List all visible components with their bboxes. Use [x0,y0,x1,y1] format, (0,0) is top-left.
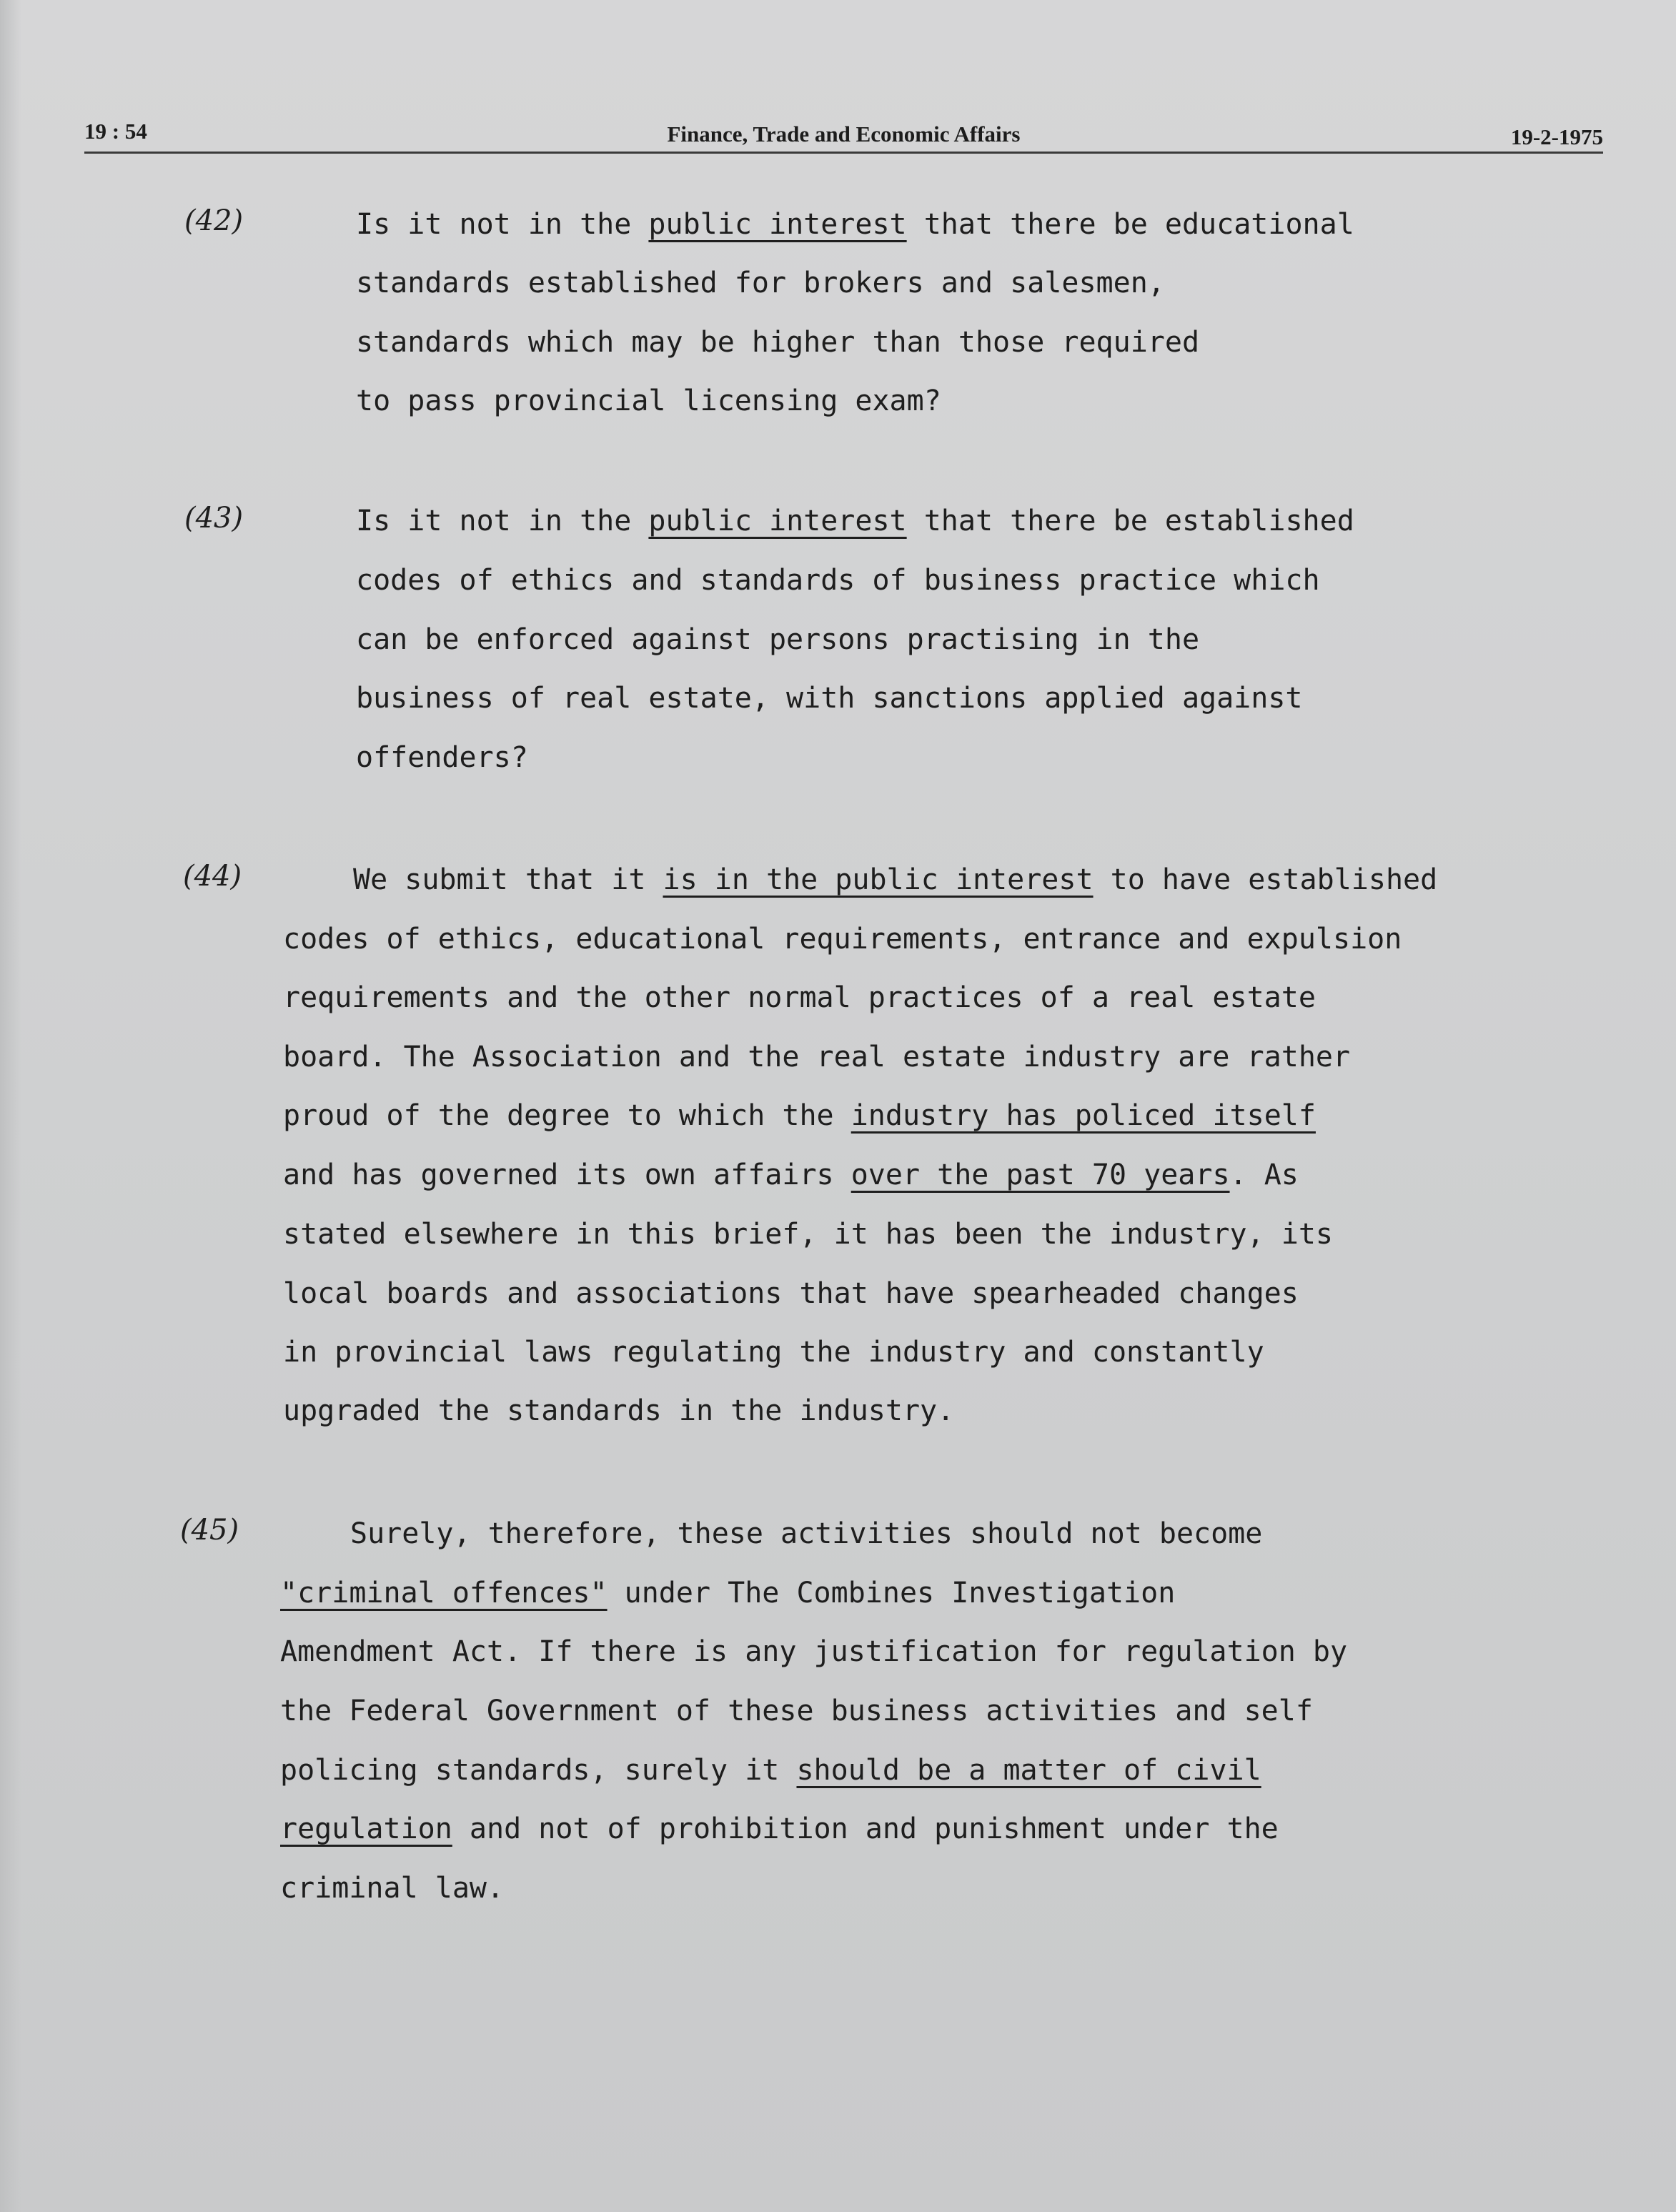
text-segment: local boards and associations that have spearheaded changes [283,1277,1299,1310]
text-segment: that there be educational [906,208,1354,241]
text-line [283,1158,1299,1192]
text-segment: codes of ethics, educational requirements, entrance and expulsion [283,923,1402,956]
text-segment: standards which may be higher than those required [356,326,1200,359]
underlined-phrase: public interest [648,505,907,537]
text-segment: that there be established [906,505,1354,537]
text-line [356,563,1320,597]
text-line [280,1635,1347,1669]
text-line [283,922,1402,956]
paragraph-number: (43) [184,502,244,535]
text-segment: requirements and the other normal practices of a real estate [283,981,1316,1014]
text-line [283,1040,1350,1074]
text-segment: standards established for brokers and salesmen, [356,267,1165,299]
text-line [283,1394,954,1428]
header-date: 19-2-1975 [1510,124,1603,149]
text-line [280,1576,1175,1610]
text-line [280,1812,1279,1846]
text-segment: proud of the degree to which the [283,1099,851,1132]
underlined-phrase: should be a matter of civil [796,1754,1261,1787]
text-line [356,504,1354,538]
header-rule [84,152,1603,154]
text-line [350,1517,1262,1551]
text-line [280,1753,1261,1787]
text-segment: codes of ethics and standards of business practice which [356,564,1320,597]
text-segment: policing standards, surely it [280,1754,797,1787]
page-number: 19 : 54 [84,119,147,144]
text-line [283,1335,1264,1369]
text-segment: Surely, therefore, these activities should not become [350,1517,1263,1550]
text-line [356,681,1303,715]
text-segment: to pass provincial licensing exam? [356,385,941,417]
text-segment: can be enforced against persons practising in the [356,623,1200,656]
text-line [356,384,941,418]
text-segment: upgraded the standards in the industry. [283,1394,955,1427]
text-segment: Amendment Act. If there is any justification for regulation by [280,1635,1348,1668]
text-segment: under The Combines Investigation [607,1577,1176,1610]
text-line [283,1098,1316,1133]
text-segment: Is it not in the [356,208,649,241]
text-line [356,325,1199,359]
text-line [280,1694,1313,1728]
header-title: Finance, Trade and Economic Affairs [667,121,1021,147]
text-segment: and not of prohibition and punishment under the [452,1812,1279,1845]
underlined-phrase: industry has policed itself [851,1099,1316,1132]
text-segment: business of real estate, with sanctions applied against [356,682,1303,715]
text-segment: stated elsewhere in this brief, it has been the industry, its [283,1218,1334,1251]
underlined-phrase: public interest [648,208,907,241]
text-segment: board. The Association and the real estate industry are rather [283,1041,1351,1073]
page-header [84,114,1603,157]
text-segment: Is it not in the [356,505,649,537]
paragraph-number: (45) [180,1514,239,1547]
text-segment: and has governed its own affairs [283,1159,851,1191]
text-line [283,1217,1333,1251]
underlined-phrase: over the past 70 years [851,1159,1230,1191]
text-line [356,623,1199,657]
text-segment: in provincial laws regulating the industry and constantly [283,1336,1264,1369]
text-line [356,740,528,775]
text-segment: the Federal Government of these business activities and self [280,1695,1313,1727]
text-line [280,1871,504,1905]
text-line [356,207,1354,242]
text-line [283,1276,1299,1311]
page-edge-shadow [0,0,21,2212]
underlined-phrase: is in the public interest [663,863,1094,896]
text-line [356,266,1165,300]
text-segment: We submit that it [353,863,663,896]
text-segment: . As [1229,1159,1299,1191]
underlined-phrase: "criminal offences" [280,1577,608,1610]
text-segment: to have established [1093,863,1438,896]
text-line [353,863,1437,897]
paragraph-number: (42) [184,204,244,237]
text-segment: offenders? [356,741,528,774]
text-line [283,981,1316,1015]
text-segment: criminal law. [280,1872,505,1905]
underlined-phrase: regulation [280,1812,452,1845]
paragraph-number: (44) [183,860,242,893]
